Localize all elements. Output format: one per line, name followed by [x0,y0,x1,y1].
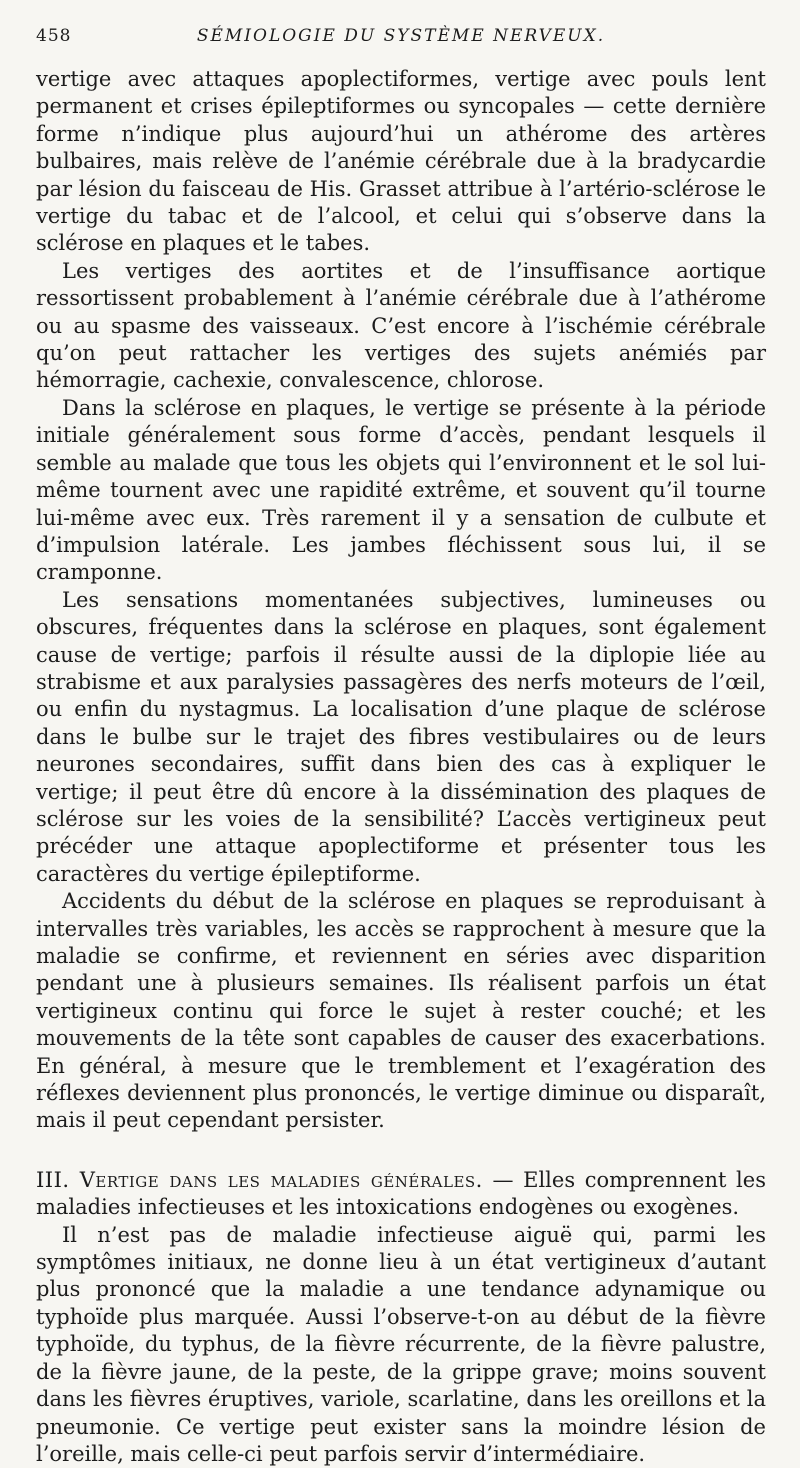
section-spacer [36,1135,766,1167]
section-heading: III. Vertige dans les maladies générales. [36,1167,483,1192]
paragraph-accidents-debut: Accidents du début de la sclérose en plaques se reproduisant à intervalles très variables, les accès se rapprochent à mesure que la maladie se confirme, et reviennent en séries avec disparition pendant une à plusieurs semaines. Ils réalisent parfois un état vertigineux continu qui force le sujet à rester couché; et les mouvements de la tête sont capables de causer des exacerbations. En général, à mesure que le tremblement et l’exagération des réflexes deviennent plus prononcés, le vertige diminue ou disparaît, mais il peut cependant persister. [36,889,766,1133]
page-header [36,26,766,56]
section-heading-paragraph [36,1167,766,1222]
paragraph-maladie-infectieuse: Il n’est pas de maladie infectieuse aiguë qui, parmi les symptômes initiaux, ne donne lieu à un état vertigineux d’autant plus prononcé que la maladie a une tendance adynamique ou typhoïde plus marquée. Aussi l’observe-t-on au début de la fièvre typhoïde, du typhus, de la fièvre récurrente, de la fièvre palustre, de la fièvre jaune, de la peste, de la grippe grave; moins souvent dans les fièvres éruptives, variole, scarlatine, dans les oreillons et la pneumonie. Ce vertige peut exister sans la moindre lésion de l’oreille, mais celle-ci peut parfois servir d’intermédiaire. [36,1222,766,1466]
page-body [36,66,766,1468]
running-title: SÉMIOLOGIE DU SYSTÈME NERVEUX. [196,26,606,46]
paragraph-sensations-subjectives: Les sensations momentanées subjectives, lumineuses ou obscures, fréquentes dans la sclérose en plaques, sont également cause de vertige; parfois il résulte aussi de la diplopie liée au strabisme et aux paralysies passagères des nerfs moteurs de l’œil, ou enfin du nystagmus. La localisation d’une plaque de sclérose dans le bulbe sur le trajet des fibres vestibulaires ou de leurs neurones secondaires, suffit dans bien des cas à expliquer le vertige; il peut être dû encore à la dissémination des plaques de sclérose sur les voies de la sensibilité? L’accès vertigineux peut précéder une attaque apoplectiforme et présenter tous les caractères du vertige épileptiforme. [36,587,766,886]
paragraph-sclerose-plaques: Dans la sclérose en plaques, le vertige se présente à la période initiale généralement sous forme d’accès, pendant lesquels il semble au malade que tous les objets qui l’environnent et le sol lui-même tournent avec une rapidité extrême, et souvent qu’il tourne lui-même avec eux. Très rarement il y a sensation de culbute et d’impulsion latérale. Les jambes fléchissent sous lui, il se cramponne. [36,395,766,585]
paragraph-vertige-attaques: vertige avec attaques apoplectiformes, vertige avec pouls lent permanent et crises épileptiformes ou syncopales — cette dernière forme n’indique plus aujourd’hui un athérome des artères bulbaires, mais relève de l’anémie cérébrale due à la bradycardie par lésion du faisceau de His. Grasset attribue à l’artério-sclérose le vertige du tabac et de l’alcool, et celui qui s’observe dans la sclérose en plaques et le tabes. [36,67,766,256]
page-number: 458 [36,26,72,46]
section-heading-text: — Elles comprennent les maladies infectieuses et les intoxications endogènes ou exogènes. [36,1167,766,1220]
paragraph-aortites: Les vertiges des aortites et de l’insuffisance aortique ressortissent probablement à l’anémie cérébrale due à l’athérome ou au spasme des vaisseaux. C’est encore à l’ischémie cérébrale qu’on peut rattacher les vertiges des sujets anémiés par hémorragie, cachexie, convalescence, chlorose. [36,258,766,393]
